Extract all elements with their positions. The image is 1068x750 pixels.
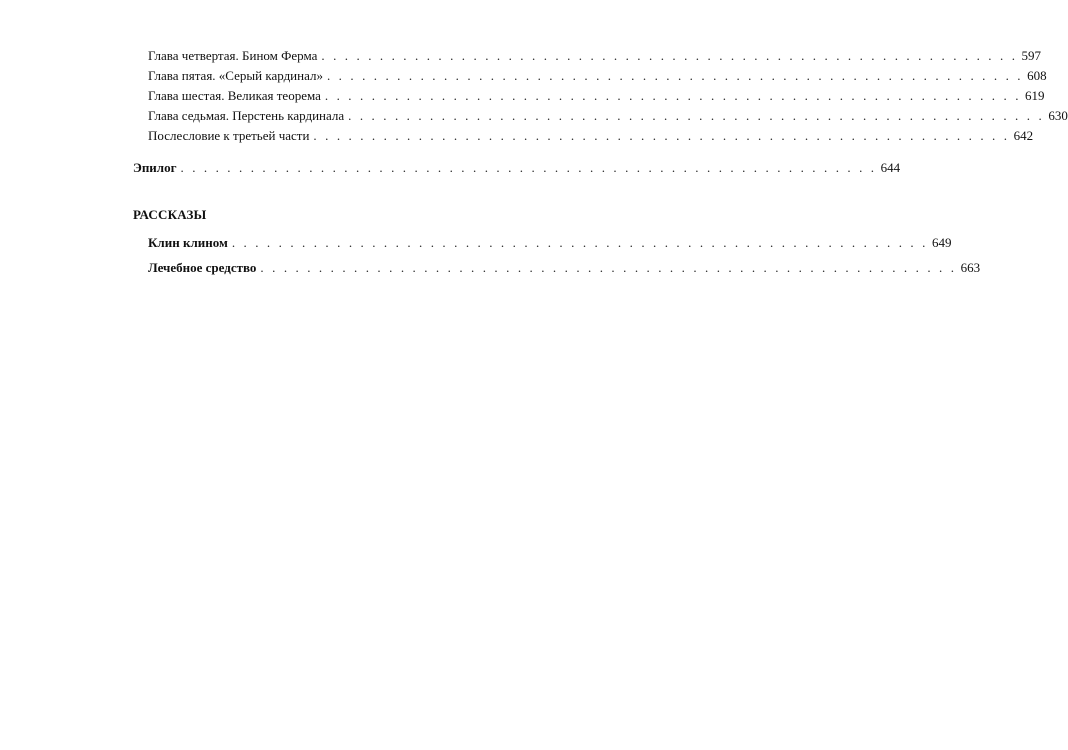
dot-leader: . . . . . . . . . . . . . . . . . . . . . . . . . . . . . . . . . . . . . . . . . . . . . . . . . . . . . . . . . . . . <box>313 128 1010 143</box>
toc-entry-epilog <box>133 158 901 177</box>
toc-entry-afterword <box>148 126 1034 145</box>
toc-entry-page-number: 619 <box>1025 88 1045 103</box>
toc-entry-title: Глава четвертая. Бином Ферма <box>148 48 318 63</box>
toc-entry-title: Клин клином <box>148 235 228 250</box>
dot-leader: . . . . . . . . . . . . . . . . . . . . . . . . . . . . . . . . . . . . . . . . . . . . . . . . . . . . . . . . . . . . <box>321 48 1018 63</box>
toc-entry-chapter-6 <box>148 86 1045 105</box>
toc-entry-chapter-5 <box>148 66 1047 85</box>
section-heading-stories: РАССКАЗЫ <box>133 207 207 222</box>
dot-leader: . . . . . . . . . . . . . . . . . . . . . . . . . . . . . . . . . . . . . . . . . . . . . . . . . . . . . . . . . . . . <box>324 88 1022 103</box>
toc-entry-page-number: 597 <box>1021 48 1042 63</box>
dot-leader: . . . . . . . . . . . . . . . . . . . . . . . . . . . . . . . . . . . . . . . . . . . . . . . . . . . . . . . . . . . . <box>231 235 928 250</box>
toc-entry-page-number: 663 <box>960 260 981 275</box>
toc-entry-title: Послесловие к третьей части <box>148 128 310 143</box>
toc-entry-story-2 <box>148 258 981 277</box>
toc-entry-page-number: 608 <box>1027 68 1047 83</box>
toc-entry-title: Глава шестая. Великая теорема <box>148 88 321 103</box>
dot-leader: . . . . . . . . . . . . . . . . . . . . . . . . . . . . . . . . . . . . . . . . . . . . . . . . . . . . . . . . . . . . <box>348 108 1045 123</box>
toc-entry-title: Эпилог <box>133 160 177 175</box>
toc-entry-title: Глава пятая. «Серый кардинал» <box>148 68 323 83</box>
toc-entry-chapter-7 <box>148 106 1068 125</box>
dot-leader: . . . . . . . . . . . . . . . . . . . . . . . . . . . . . . . . . . . . . . . . . . . . . . . . . . . . . . . . . . . . <box>260 260 957 275</box>
toc-entry-page-number: 642 <box>1013 128 1034 143</box>
toc-entry-title: Глава седьмая. Перстень кардинала <box>148 108 345 123</box>
dot-leader: . . . . . . . . . . . . . . . . . . . . . . . . . . . . . . . . . . . . . . . . . . . . . . . . . . . . . . . . . . . . <box>180 160 877 175</box>
toc-entry-page-number: 630 <box>1048 108 1068 123</box>
dot-leader: . . . . . . . . . . . . . . . . . . . . . . . . . . . . . . . . . . . . . . . . . . . . . . . . . . . . . . . . . . . . <box>326 68 1024 83</box>
toc-entry-story-1 <box>148 233 952 252</box>
toc-entry-page-number: 649 <box>931 235 952 250</box>
toc-entry-title: Лечебное средство <box>148 260 257 275</box>
toc-entry-page-number: 644 <box>880 160 901 175</box>
toc-entry-chapter-4 <box>148 46 1042 65</box>
